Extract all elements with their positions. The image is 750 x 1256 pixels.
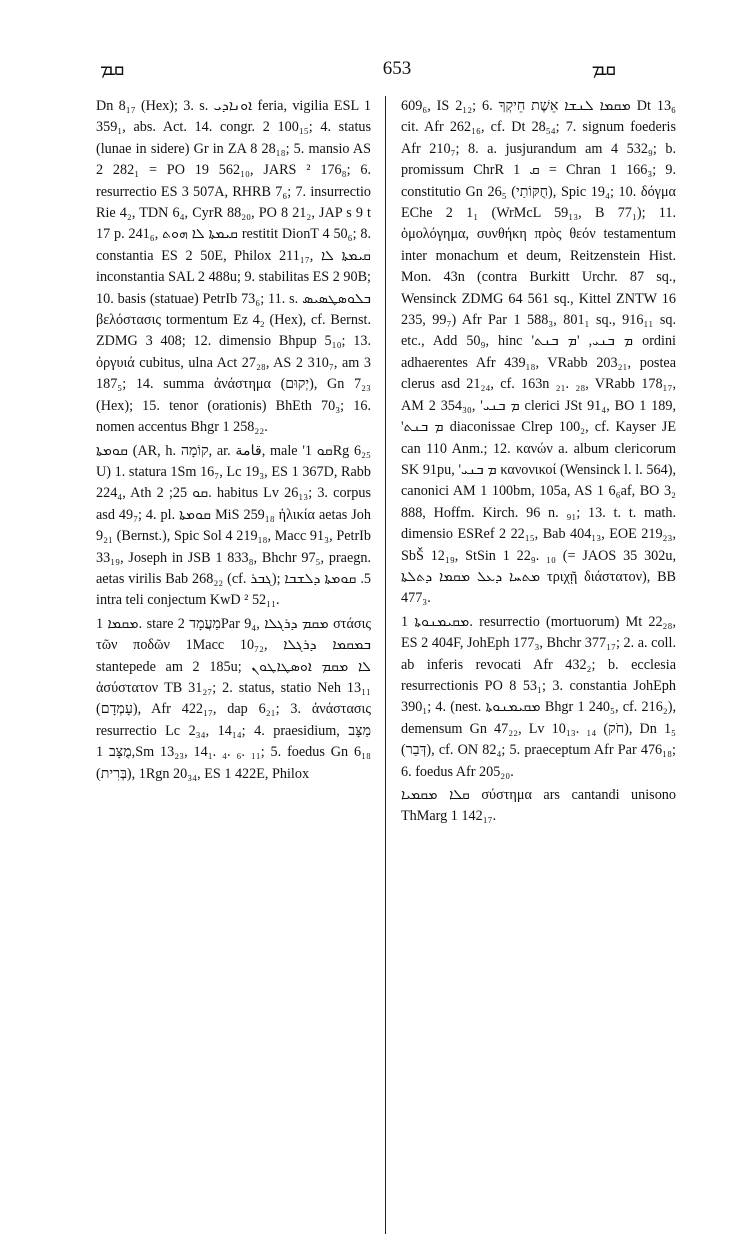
left-column <box>96 96 371 785</box>
entry-paragraph: ܡܩܝܡܢܘܬܐ 1. resurrectio (mortuorum) Mt 22₂₈, ES 2 404F, JohEph 177₃, Bhchr 377₁₇; 2. a. coll. ab inferis revocati Afr 432₂; b. ecclesia resurrectionis PO 8 53₁; 3. constantia JohEph 390₁; 4. (nest. ܡܩܝܡܢܘܬܐ Bhgr 1 240₅, cf. 216₂), demensum Gn 47₂₂, Lv 10₁₃. ₁₄ (חֹק), Dn 1₅ (דְּבַר), cf. ON 82₄; 5. praeceptum Afr Par 476₁₈; 6. foedus Afr 205₂₀. <box>401 613 677 780</box>
header-left-headword: ܩܡ <box>100 58 125 80</box>
page-number: 653 <box>382 58 412 79</box>
entry-paragraph: ܡܩܡܐ 1. stare מַעֲמָד 2Par 9₄, ܡܩܡ ܕܪܓܠܐ στάσις τῶν ποδῶν 1Macc 10₇₂, ܒܡܩܡܐ ܕܪܓܠܐ stantepede am 2 185u; ܠܐ ܡܩܡ ܐܘܣܛܐܛܘܢ ἀσύστατον TB 31₂₇; 2. status, statio Neh 13₁₁ (עָמְדָם), Afr 422₁₇, dap 6₂₁; 3. ἀνάστασις resurrectio Lc 2₃₄, 14₁₄; 4. praesidium, מַצָּב ,מֻצָּב 1Sm 13₂₃, 14₁. ₄. ₆. ₁₁; 5. foedus Gn 6₁₈ (בְּרִית), 1Rgn 20₃₄, ES 1 422E, Philox <box>96 615 372 782</box>
column-divider <box>385 96 386 1234</box>
header-right-headword: ܩܡ <box>591 58 616 80</box>
right-column <box>401 96 676 828</box>
entry-paragraph: ܩܘܡܬܐ (AR, h. קוֹמָה, ar. قامة, male 'ܩܘ 1Rg 6₂₅ U) 1. statura 1Sm 16₇, Lc 19₃, ES 1 367D, Rabb 224₄, Ath ܩܘ 25; 2. habitus Lv 26₁₃; 3. corpus asd 49₇; 4. pl. ܩܘܡܬܐ MiS 259₁₈ ἡλικία aetas Joh 9₂₁ (Bernst.), Spic Sol 4 219₁₈, Macc 91₃, PetrIb 33₁₉, Joseph in JSB 1 833₈, Bhchr 97₅, praegn. aetas virilis Bab 268₂₂ (cf. ܓܒܪ); 5. ܩܘܡܬܐ ܕܠܫܒܐ intra teli conjectum KwD ² 52₁₁. <box>96 442 371 609</box>
page-header <box>96 58 698 88</box>
entry-paragraph: Dn 8₁₇ (Hex); 3. s. ܐܘܢܐܕܝ feria, vigilia ESL 1 359₁, abs. Act. 14. congr. 2 100₁₅; 4. status (lunae in sidere) Gr in ZA 8 28₁₈; 5. mansio AS 2 282₁ = PO 19 562₁₀, JARS ² 176₈; 6. resurrectio ES 3 507A, RHRB 7₆; 7. insurrectio Rie 4₂, TDN 6₄, CyrR 88₂₀, PO 8 21₂, JAP s 9 t 17 p. 241₆, ܩܝܡܬܐ ܠܐ ܗܘܬ restitit DionT 4 50₆; 8. constantia ES 2 50E, Philox 211₁₇, ܩܝܡܬܐ ܠܐ inconstantia SAL 2 488u; 9. stabilitas ES 2 90B; 10. basis (statuae) PetrIb 73₆; 11. s. ܒܠܘܣܛܣܝܣ βελόστασις tormentum Ez 4₂ (Hex), cf. Bernst. ZDMG 3 408; 12. dimensio Bhpup 5₁₀; 13. ὀργυιά cubitus, ulna Act 27₂₈, AS 2 310₇, am 3 187₅; 14. summa ἀνάστημα (יְקוּם), Gn 7₂₃ (Hex); 15. tenor (orationis) BhEth 70₃; 16. nomen accentus Bhgr 1 258₂₂. <box>96 98 372 436</box>
entry-paragraph: ܩܠܐ ܡܩܡܝܐ σύστημα ars cantandi unisono ThMarg 1 142₁₇. <box>401 787 676 825</box>
entry-paragraph: 609₆, IS 2₁₂; 6. ܡܩܡܐ ܠܢܫܐ אֵשֶׁת חֵיקְךָ Dt 13₆ cit. Afr 262₁₆, cf. Dt 28₅₄; 7. signum foederis Afr 210₇; 8. a. jusjurandum am 4 532₉; b. promissum ChrR ܩ 1 = Chran 1 166₃; 9. constitutio Gn 26₅ (חֻקּוֹתַי), Spic 19₄; 10. δόγμα EChe 2 1₁ (WrMcL 59₁₃, B 77₁); 11. ὁμολόγημα, συνθήκη πρὸς θεόν testamentum inter monachum et deum, Reitzenstein Hist. Mon. 43n (contra Burkitt Urchr. 87 sq., Wensinck ZDMG 64 561 sq., Kittel ZNTW 16 235, 99₇) Afr Par 1 588₃, 801₁ sq., 916₁₁ sq. etc., Add 50₉, hinc 'ܡ ܒܢܝ, 'ܡ ܒܢܬ ordini adhaerentes Afr 439₁₈, VRabb 203₂₁, postea clerus asd 21₂₄, cf. 163n ₂₁. ₂₈, VRabb 178₁₇, AM 2 354₃₀, 'ܡ ܒܢܝ clerici JSt 91₄, BO 1 189, 'ܡ ܒܢܬ diaconissae Clrep 100₂, cf. Kayser JE can 110 Anm.; 12. κανών a. album clericorum SK 91pu, 'ܡ ܒܢܝ κανονικοί (Wensinck l. l. 564), canonici AM 1 100bm, 105a, AS 1 6₆af, BO 3₂ 888, Hoffm. Kirch. 96 n. ₉₁; 13. t. t. math. dimensio ESRef 2 22₁₅, Bab 404₁₃, EOE 219₂₃, SbŠ 12₁₉, StSin 1 22₉. ₁₀ (= JAOS 35 302u, ܡܬܚܐ ܕܥܠ ܡܩܡܐ ܕܬܠܬܐ τριχῇ διάστατον), BB 477₃. <box>401 98 677 607</box>
